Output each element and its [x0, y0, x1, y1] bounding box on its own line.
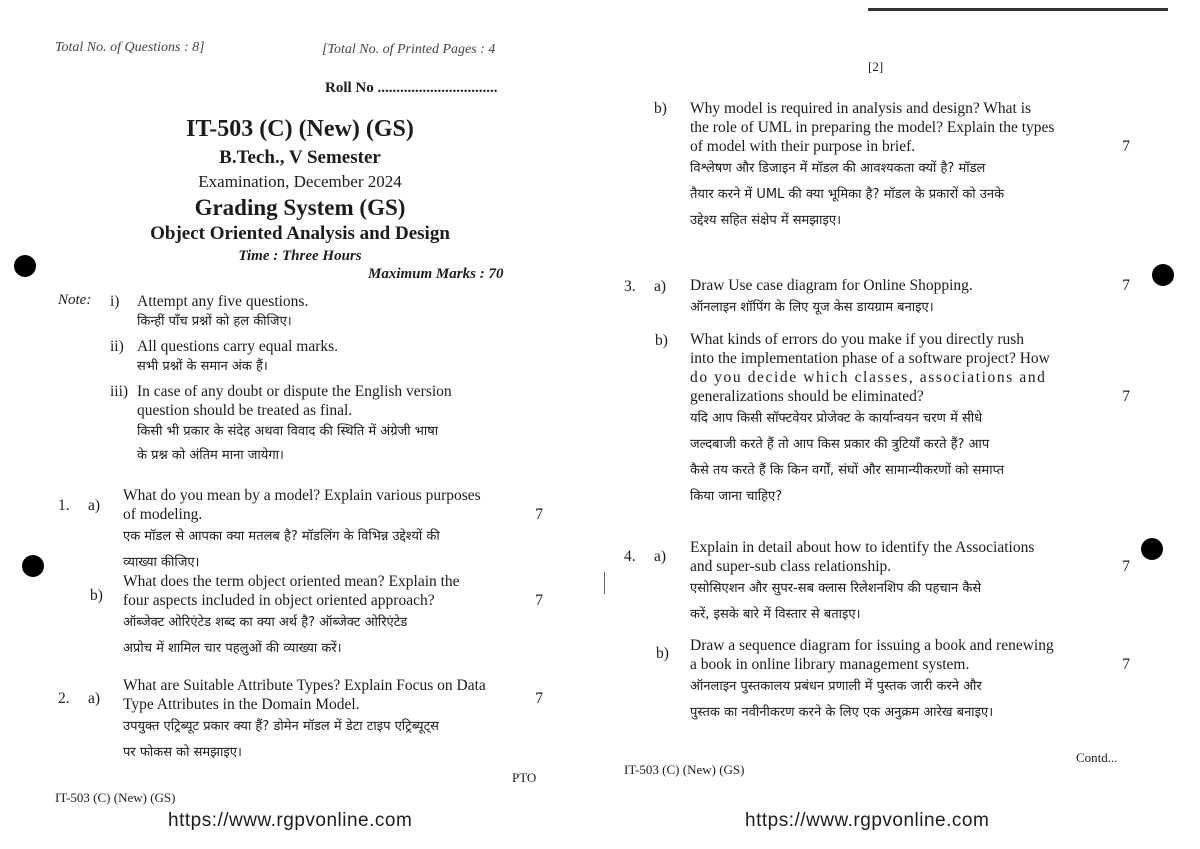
question-text-hindi: ऑनलाइन शॉपिंग के लिए यूज केस डायग्राम बनाइए।: [690, 300, 934, 315]
note-text-hindi: के प्रश्न को अंतिम माना जायेगा।: [137, 448, 284, 463]
question-text-hindi: पुस्तक का नवीनीकरण करने के लिए एक अनुक्रम आरेख बनाइए।: [690, 705, 994, 720]
question-2b: [690, 99, 1130, 234]
question-text: Draw Use case diagram for Online Shopping. 7: [690, 277, 1130, 294]
question-text-hindi: कैसे तय करते हैं कि किन वर्गों, संघों और सामान्यीकरणों को समाप्त: [690, 463, 1005, 478]
note-text-hindi: किसी भी प्रकार के संदेह अथवा विवाद की स्थिति में अंग्रेजी भाषा: [137, 424, 439, 439]
part-label: b): [654, 100, 667, 117]
marks: 7: [535, 506, 543, 523]
question-number: 1.: [58, 497, 70, 514]
marks: 7: [1122, 277, 1130, 294]
note-text: Attempt any five questions.: [137, 293, 309, 310]
part-label: a): [654, 548, 667, 565]
paper-code: IT-503 (C) (New) (GS): [186, 116, 414, 142]
question-text: Why model is required in analysis and design? What is: [690, 100, 1032, 117]
question-text-hindi: ऑब्जेक्ट ओरिएंटेड शब्द का क्या अर्थ है? ऑब्जेक्ट ओरिएंटेड: [123, 615, 408, 630]
question-text-hindi: यदि आप किसी सॉफ्टवेयर प्रोजेक्ट के कार्यान्वयन चरण में सीधे: [690, 411, 983, 426]
question-text: a book in online library management system. 7: [690, 656, 1130, 673]
punch-hole-mark: [1152, 264, 1174, 286]
part-label: b): [90, 587, 103, 604]
total-questions: Total No. of Questions : 8]: [55, 40, 205, 55]
question-number: 2.: [58, 690, 70, 707]
marks: 7: [535, 592, 543, 609]
note-text-hindi: किन्हीं पाँच प्रश्नों को हल कीजिए।: [137, 314, 292, 329]
question-text: Draw a sequence diagram for issuing a book and renewing: [690, 637, 1054, 654]
part-label: a): [88, 497, 101, 514]
note-num: i): [110, 293, 120, 310]
question-text: What are Suitable Attribute Types? Explain Focus on Data: [123, 677, 486, 694]
question-text-hindi: किया जाना चाहिए?: [690, 489, 783, 504]
note-list: [110, 292, 550, 468]
question-text: into the implementation phase of a software project? How: [690, 350, 1050, 367]
note-num: ii): [110, 338, 124, 355]
question-text: generalizations should be eliminated? 7: [690, 388, 1130, 405]
subject-title: Object Oriented Analysis and Design: [150, 223, 450, 244]
note-text-hindi: सभी प्रश्नों के समान अंक हैं।: [137, 359, 268, 374]
question-text: of modeling. 7: [123, 506, 543, 523]
top-border-line: [868, 8, 1168, 11]
part-label: b): [656, 645, 669, 662]
marks: 7: [1122, 138, 1130, 155]
part-label: a): [88, 690, 101, 707]
question-text: do you decide which classes, associations and: [690, 369, 1047, 386]
question-text-hindi: जल्दबाजी करते हैं तो आप किस प्रकार की त्रुटियाँ करते हैं? आप: [690, 437, 990, 452]
exam-session: Examination, December 2024: [198, 172, 402, 191]
question-text: What does the term object oriented mean? Explain the: [123, 573, 460, 590]
part-label: a): [654, 278, 667, 295]
note-text: All questions carry equal marks.: [137, 338, 339, 355]
marks: 7: [535, 690, 543, 707]
max-marks: Maximum Marks : 70: [368, 266, 504, 282]
note-text: question should be treated as final.: [137, 402, 353, 419]
note-num: iii): [110, 383, 129, 400]
question-text-hindi: उद्देश्य सहित संक्षेप में समझाइए।: [690, 213, 842, 228]
note-item: [110, 382, 550, 420]
note-item: [110, 292, 550, 311]
page-number: [2]: [868, 59, 884, 74]
question-2a: [123, 676, 543, 766]
question-text-hindi: एसोसिएशन और सुपर-सब क्लास रिलेशनशिप की पहचान कैसे: [690, 581, 982, 596]
question-number: 3.: [624, 278, 636, 295]
question-text: and super-sub class relationship. 7: [690, 558, 1130, 575]
question-1b: [123, 572, 543, 662]
note-item: [110, 337, 550, 356]
question-text: four aspects included in object oriented approach? 7: [123, 592, 543, 609]
question-1a: [123, 486, 543, 576]
scan-mark: [604, 572, 605, 594]
question-text: Explain in detail about how to identify the Associations: [690, 539, 1035, 556]
url-left: https://www.rgpvonline.com: [168, 810, 413, 831]
marks: 7: [1122, 656, 1130, 673]
note-label: Note:: [58, 292, 92, 308]
question-text-hindi: उपयुक्त एट्रिब्यूट प्रकार क्या हैं? डोमेन मॉडल में डेटा टाइप एट्रिब्यूट्स: [123, 719, 439, 734]
url-right: https://www.rgpvonline.com: [745, 810, 990, 831]
marks: 7: [1122, 558, 1130, 575]
question-text: the role of UML in preparing the model? Explain the types: [690, 119, 1055, 136]
question-text-hindi: विश्लेषण और डिजाइन में मॉडल की आवश्यकता क्यों है? मॉडल: [690, 161, 986, 176]
grading-system: Grading System (GS): [194, 195, 406, 220]
part-label: b): [655, 332, 668, 349]
total-pages: [Total No. of Printed Pages : 4: [322, 42, 496, 57]
question-3b: [690, 330, 1130, 510]
footer-code-left: IT-503 (C) (New) (GS): [55, 790, 176, 805]
question-text: What do you mean by a model? Explain various purposes: [123, 487, 481, 504]
question-text: What kinds of errors do you make if you directly rush: [690, 331, 1025, 348]
note-text: In case of any doubt or dispute the English version: [137, 383, 452, 400]
question-3a: [690, 276, 1130, 321]
question-text: Type Attributes in the Domain Model. 7: [123, 690, 543, 713]
question-4b: [690, 636, 1130, 726]
footer-code-right: IT-503 (C) (New) (GS): [624, 762, 745, 777]
exam-time: Time : Three Hours: [238, 248, 362, 264]
contd-label: Contd...: [1076, 750, 1118, 765]
pto-label: PTO: [512, 770, 537, 785]
punch-hole-mark: [22, 555, 44, 577]
question-number: 4.: [624, 548, 636, 565]
question-text: of model with their purpose in brief. 7: [690, 138, 1130, 155]
course-name: B.Tech., V Semester: [219, 147, 381, 168]
question-text-hindi: व्याख्या कीजिए।: [123, 555, 200, 570]
marks: 7: [1122, 388, 1130, 405]
question-text-hindi: करें, इसके बारे में विस्तार से बताइए।: [690, 607, 861, 622]
punch-hole-mark: [14, 255, 36, 277]
question-text-hindi: एक मॉडल से आपका क्या मतलब है? मॉडलिंग के विभिन्न उद्देश्यों की: [123, 529, 440, 544]
question-text-hindi: पर फोकस को समझाइए।: [123, 745, 242, 760]
question-text-hindi: अप्रोच में शामिल चार पहलुओं की व्याख्या करें।: [123, 641, 342, 656]
punch-hole-mark: [1141, 538, 1163, 560]
roll-no: Roll No ................................: [325, 80, 498, 96]
question-text-hindi: तैयार करने में UML की क्या भूमिका है? मॉडल के प्रकारों को उनके: [690, 187, 1005, 202]
question-text-hindi: ऑनलाइन पुस्तकालय प्रबंधन प्रणाली में पुस्तक जारी करने और: [690, 679, 982, 694]
question-4a: [690, 538, 1130, 628]
